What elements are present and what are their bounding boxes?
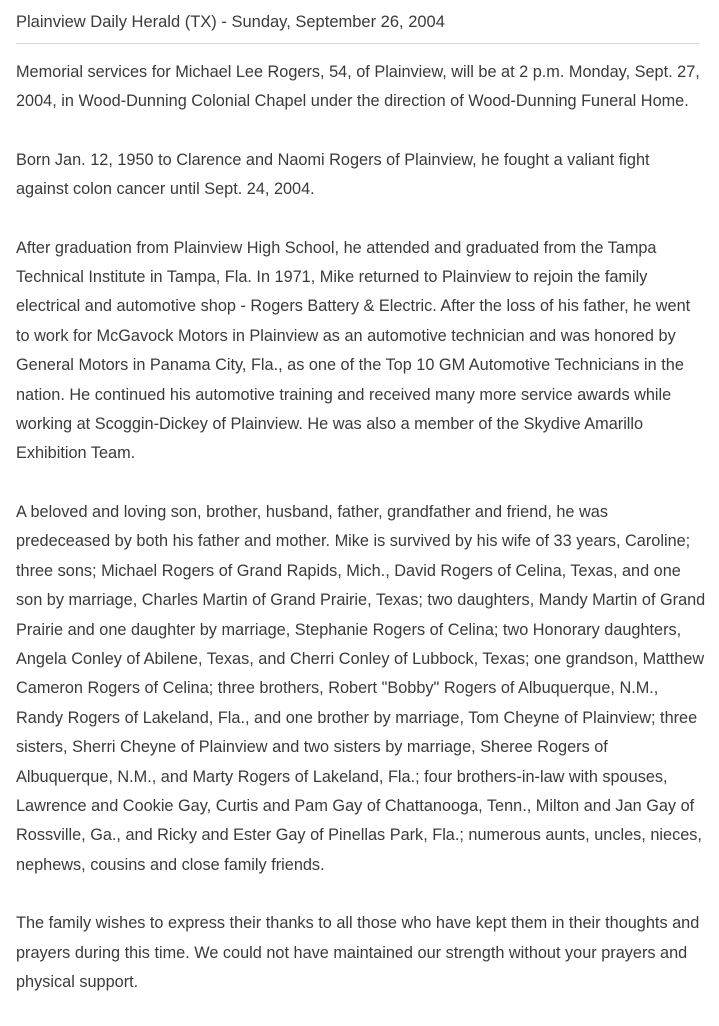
paragraph-birth: Born Jan. 12, 1950 to Clarence and Naomi Rogers of Plainview, he fought a valiant fight against colon cancer until Sept. 24, 2004.: [16, 150, 650, 199]
paragraph-memorial-services: Memorial services for Michael Lee Rogers, 54, of Plainview, will be at 2 p.m. Monday, Sept. 27, 2004, in Wood-Dunning Colonial Chapel under the direction of Wood-Dunning Funeral Home.: [16, 63, 700, 111]
source-header: Plainview Daily Herald (TX) - Sunday, September 26, 2004: [16, 13, 445, 31]
paragraph-career: After graduation from Plainview High School, he attended and graduated from the Tampa Technical Institute in Tampa, Fla. In 1971, Mike returned to Plainview to rejoin the family electrical and automotive shop - Rogers Battery & Electric. After the loss of his father, he went to work for McGavock Motors in Plainview as an automotive technician and was honored by General Motors in Panama City, Fla., as one of the Top 10 GM Automotive Technicians in the nation. He continued his automotive training and received many more service awards while working at Scoggin-Dickey of Plainview. He was also a member of the Skydive Amarillo Exhibition Team.: [16, 238, 691, 463]
paragraph-family-thanks: The family wishes to express their thanks to all those who have kept them in their thoughts and prayers during this time. We could not have maintained our strength without your prayers and physical support.: [16, 914, 700, 991]
header-divider: [16, 43, 700, 44]
paragraph-survivors: A beloved and loving son, brother, husband, father, grandfather and friend, he was predeceased by both his father and mother. Mike is survived by his wife of 33 years, Caroline; three sons; Michael Rogers of Grand Rapids, Mich., David Rogers of Celina, Texas, and one son by marriage, Charles Martin of Grand Prairie, Texas; two daughters, Mandy Martin of Grand Prairie and one daughter by marriage, Stephanie Rogers of Celina; two Honorary daughters, Angela Conley of Abilene, Texas, and Cherri Conley of Lubbock, Texas; one grandson, Matthew Cameron Rogers of Celina; three brothers, Robert "Bobby" Rogers of Albuquerque, N.M., Randy Rogers of Lakeland, Fla., and one brother by marriage, Tom Cheyne of Plainview; three sisters, Sherri Cheyne of Plainview and two sisters by marriage, Sheree Rogers of Albuquerque, N.M., and Marty Rogers of Lakeland, Fla.; four brothers-in-law with spouses, Lawrence and Cookie Gay, Curtis and Pam Gay of Chattanooga, Tenn., Milton and Jan Gay of Rossville, Ga., and Ricky and Ester Gay of Pinellas Park, Fla.; numerous aunts, uncles, nieces, nephews, cousins and close family friends.: [16, 502, 706, 874]
